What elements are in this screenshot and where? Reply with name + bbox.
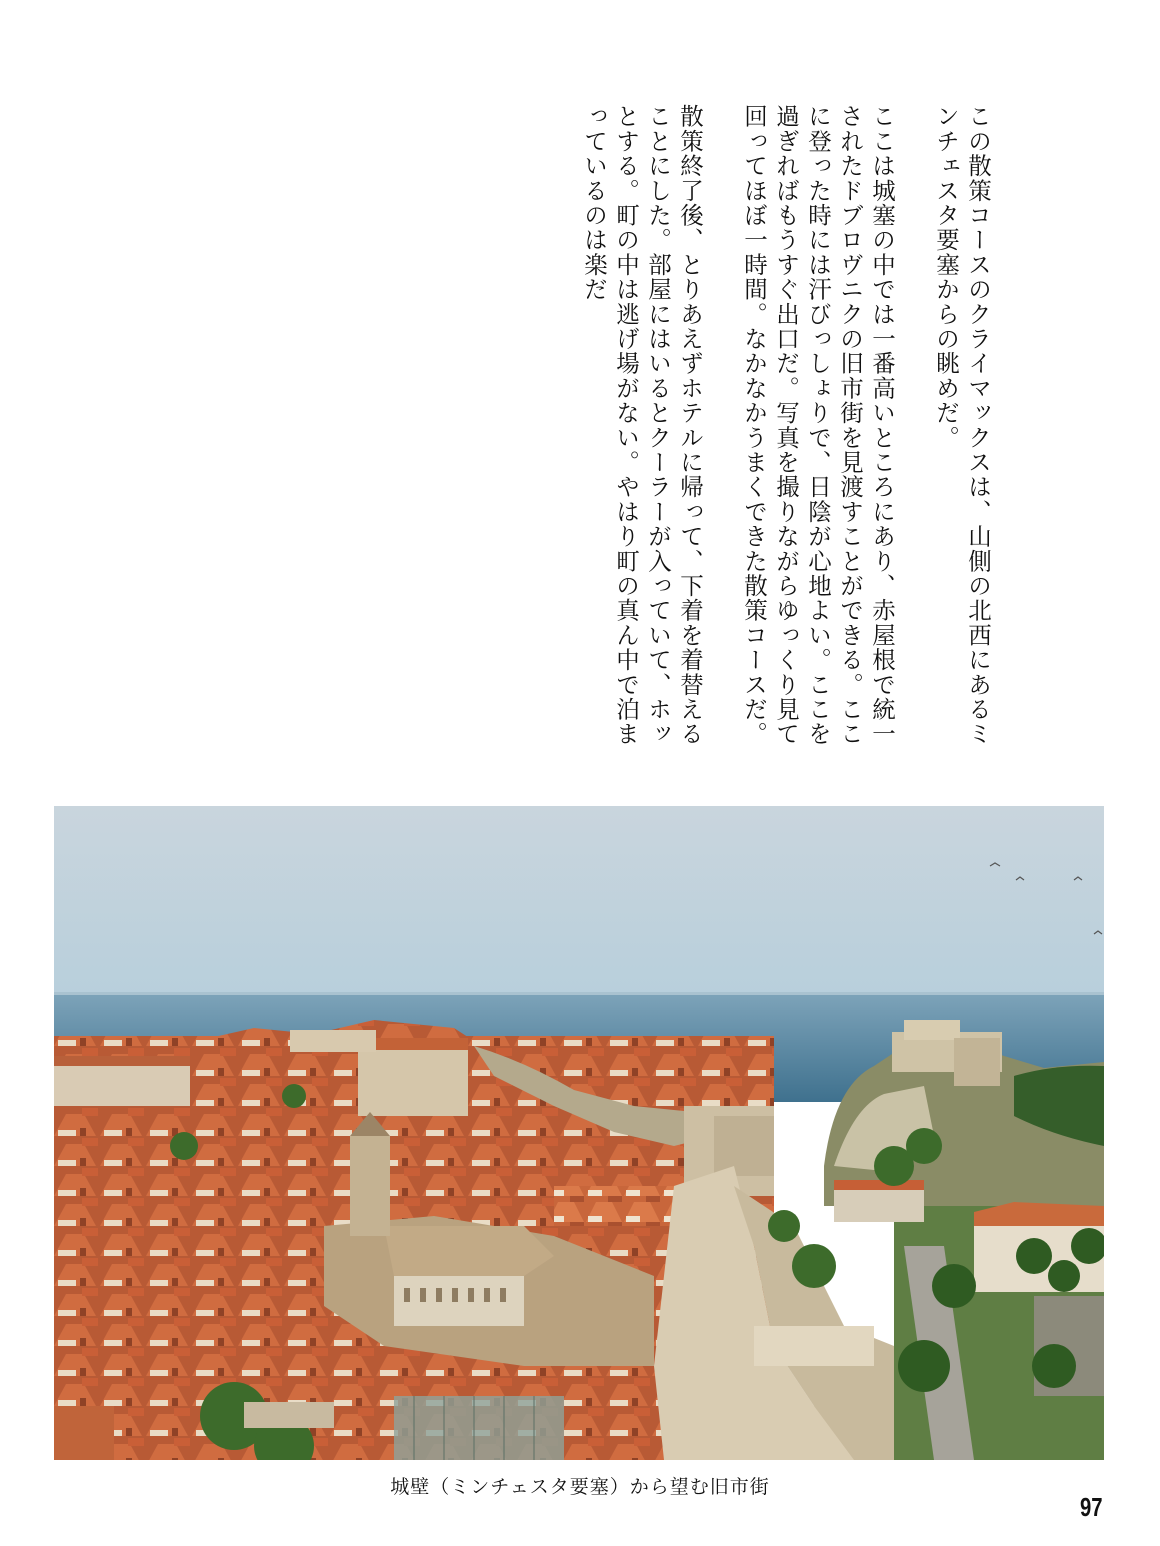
body-text [578,104,994,764]
paragraph-3: 散策終了後、とりあえずホテルに帰って、下着を着替えることにした。部屋にはいるとクーラーが入っていて、ホッとする。町の中は逃げ場がない。やはり町の真ん中で泊まっているのは楽だ [580,104,704,747]
page-number: 97 [1080,1492,1103,1522]
paragraph-2: ここは城塞の中では一番高いところにあり、赤屋根で統一されたドブロヴニクの旧市街を見渡すことができる。ここに登った時には汗びっしょりで、日陰が心地よい。ここを過ぎればもうすぐ出口だ。写真を撮りながらゆっくり見て回ってほぼ一時間。なかなかうまくできた散策コースだ。 [740,104,896,747]
photo-caption: 城壁（ミンチェスタ要塞）から望む旧市街 [390,1476,770,1498]
old-town-photo [54,806,1104,1460]
paragraph-1: この散策コースのクライマックスは、山側の北西にあるミンチェスタ要塞からの眺めだ。 [932,104,992,747]
